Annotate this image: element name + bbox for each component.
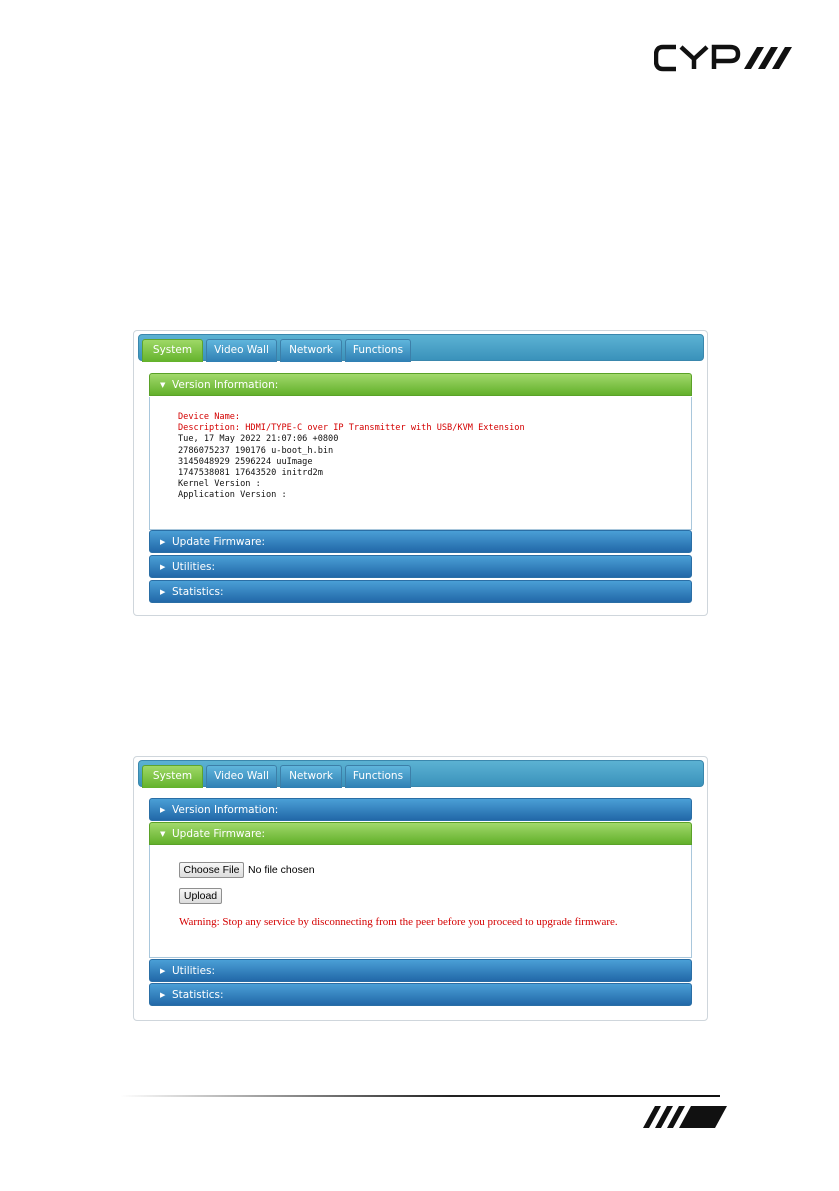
cyp-logo (654, 42, 796, 74)
triangle-down-icon: ▼ (160, 830, 166, 838)
description-line: Description: HDMI/TYPE-C over IP Transmitter with USB/KVM Extension (178, 423, 525, 434)
tab-bar (138, 334, 704, 361)
accordion-version-information[interactable] (149, 798, 692, 821)
triangle-right-icon: ▶ (160, 563, 166, 571)
system-panel-version (133, 330, 708, 616)
version-info-content (149, 397, 692, 530)
tab-functions[interactable]: Functions (345, 339, 411, 362)
uboot-line: 2786075237 190176 u-boot_h.bin (178, 445, 334, 456)
accordion-version-information[interactable] (149, 373, 692, 396)
triangle-right-icon: ▶ (160, 967, 166, 975)
accordion-update-firmware[interactable] (149, 822, 692, 845)
kernel-version-line: Kernel Version : (178, 479, 261, 490)
update-firmware-content (149, 845, 692, 958)
tab-system[interactable]: System (142, 339, 203, 362)
footer-divider (120, 1095, 720, 1097)
choose-file-button[interactable]: Choose File (179, 862, 244, 878)
application-version-line: Application Version : (178, 490, 287, 501)
tab-bar (138, 760, 704, 787)
accordion-statistics[interactable] (149, 983, 692, 1006)
date-line: Tue, 17 May 2022 21:07:06 +0800 (178, 434, 339, 445)
file-status-text: No file chosen (248, 864, 315, 876)
upload-button[interactable]: Upload (179, 888, 222, 904)
tab-video-wall[interactable]: Video Wall (206, 765, 277, 788)
accordion-label: Statistics: (172, 586, 224, 598)
accordion-label: Utilities: (172, 561, 216, 573)
accordion-label: Statistics: (172, 989, 224, 1001)
accordion-statistics[interactable] (149, 580, 692, 603)
initrd-line: 1747538081 17643520 initrd2m (178, 468, 323, 479)
accordion-label: Version Information: (172, 804, 279, 816)
device-name-line: Device Name: (178, 412, 241, 422)
triangle-right-icon: ▶ (160, 991, 166, 999)
accordion-label: Utilities: (172, 965, 216, 977)
uuimage-line: 3145048929 2596224 uuImage (178, 456, 313, 467)
tab-network[interactable]: Network (280, 339, 342, 362)
accordion-label: Update Firmware: (172, 828, 266, 840)
tab-functions[interactable]: Functions (345, 765, 411, 788)
tab-system[interactable]: System (142, 765, 203, 788)
triangle-right-icon: ▶ (160, 806, 166, 814)
footer-stripes-logo (643, 1106, 727, 1128)
accordion-utilities[interactable] (149, 555, 692, 578)
tab-video-wall[interactable]: Video Wall (206, 339, 277, 362)
accordion-label: Update Firmware: (172, 536, 266, 548)
accordion-update-firmware[interactable] (149, 530, 692, 553)
warning-message: Warning: Stop any service by disconnecting from the peer before you proceed to upgrade firmware. (179, 916, 618, 928)
triangle-down-icon: ▼ (160, 381, 166, 389)
tab-network[interactable]: Network (280, 765, 342, 788)
accordion-utilities[interactable] (149, 959, 692, 982)
triangle-right-icon: ▶ (160, 538, 166, 546)
system-panel-update-firmware (133, 756, 708, 1021)
triangle-right-icon: ▶ (160, 588, 166, 596)
accordion-label: Version Information: (172, 379, 279, 391)
